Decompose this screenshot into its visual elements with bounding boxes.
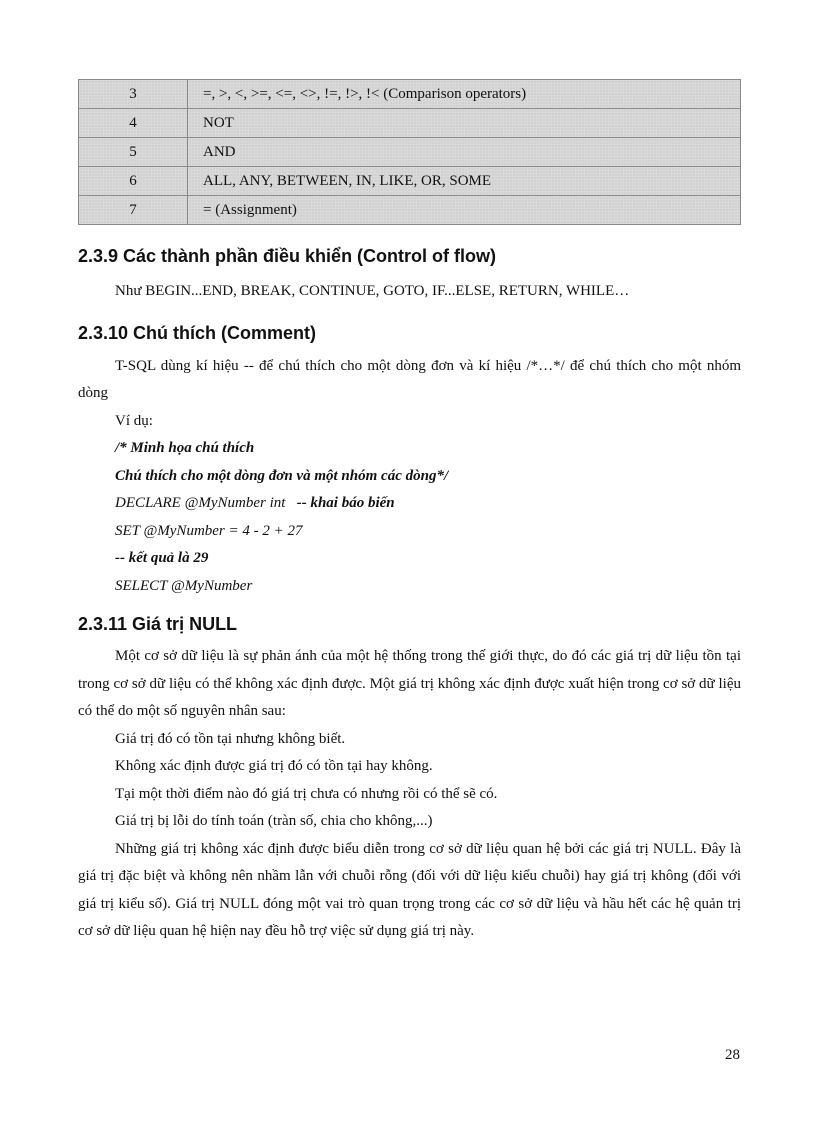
control-of-flow-text: Như BEGIN...END, BREAK, CONTINUE, GOTO, IF...ELSE, RETURN, WHILE…	[115, 283, 630, 299]
page-number: 28	[725, 1047, 740, 1063]
code-comment-line: -- kết quả là 29	[115, 550, 209, 566]
operator-precedence-table	[78, 79, 741, 225]
page-content	[78, 244, 741, 946]
table-row	[79, 138, 741, 167]
code-statement: SELECT @MyNumber	[115, 577, 253, 594]
precedence-level: 6	[79, 167, 188, 196]
section-heading-comment: 2.3.10 Chú thích (Comment)	[78, 322, 317, 343]
comment-description: T-SQL dùng kí hiệu -- để chú thích cho một dòng đơn và kí hiệu /*…*/ để chú thích cho một nhóm dòng	[78, 357, 741, 401]
code-comment-line: Chú thích cho một dòng đơn và một nhóm các dòng*/	[115, 467, 449, 484]
operators-cell: =, >, <, >=, <=, <>, !=, !>, !< (Comparison operators)	[188, 80, 741, 109]
table-row	[79, 196, 741, 225]
precedence-level: 3	[79, 80, 188, 109]
null-paragraph-2: Những giá trị không xác định được biểu diễn trong cơ sở dữ liệu quan hệ bởi các giá trị NULL. Đây là giá trị đặc biệt và không nên nhầm lẫn với chuỗi rỗng (đối với dữ liệu kiểu chuỗi) hay giá trị không (đối với giá trị kiểu số). Giá trị NULL đóng một vai trò quan trọng trong các cơ sở dữ liệu và hầu hết các hệ quản trị cơ sở dữ liệu quan hệ hiện nay đều hỗ trợ việc sử dụng giá trị này.	[78, 840, 741, 939]
precedence-level: 5	[79, 138, 188, 167]
null-paragraph-1: Một cơ sở dữ liệu là sự phản ánh của một hệ thống trong thế giới thực, do đó các giá trị dữ liệu tồn tại trong cơ sở dữ liệu có thể không xác định được. Một giá trị không xác định được xuất hiện trong cơ sở dữ liệu có thể do một số nguyên nhân sau:	[78, 648, 741, 719]
list-item: Giá trị đó có tồn tại nhưng không biết.	[115, 730, 346, 747]
operators-cell: NOT	[188, 109, 741, 138]
operators-cell: = (Assignment)	[188, 196, 741, 225]
operators-cell: AND	[188, 138, 741, 167]
section-heading-null: 2.3.11 Giá trị NULL	[78, 614, 238, 634]
operators-cell: ALL, ANY, BETWEEN, IN, LIKE, OR, SOME	[188, 167, 741, 196]
code-inline-comment: -- khai báo biến	[296, 495, 395, 511]
list-item: Giá trị bị lỗi do tính toán (tràn số, chia cho không,...)	[115, 813, 433, 829]
list-item: Tại một thời điểm nào đó giá trị chưa có nhưng rồi có thể sẽ có.	[115, 785, 498, 802]
code-line	[78, 490, 741, 518]
example-label: Ví dụ:	[115, 412, 153, 429]
code-statement: SET @MyNumber = 4 - 2 + 27	[115, 522, 303, 539]
list-item: Không xác định được giá trị đó có tồn tại hay không.	[115, 758, 433, 774]
code-comment-line: /* Minh họa chú thích	[115, 440, 255, 456]
precedence-level: 7	[79, 196, 188, 225]
precedence-level: 4	[79, 109, 188, 138]
table-row	[79, 80, 741, 109]
table-row	[79, 167, 741, 196]
section-heading-control-of-flow: 2.3.9 Các thành phần điều khiển (Control of flow)	[78, 246, 497, 266]
table-row	[79, 109, 741, 138]
code-statement: DECLARE @MyNumber int	[115, 495, 286, 511]
